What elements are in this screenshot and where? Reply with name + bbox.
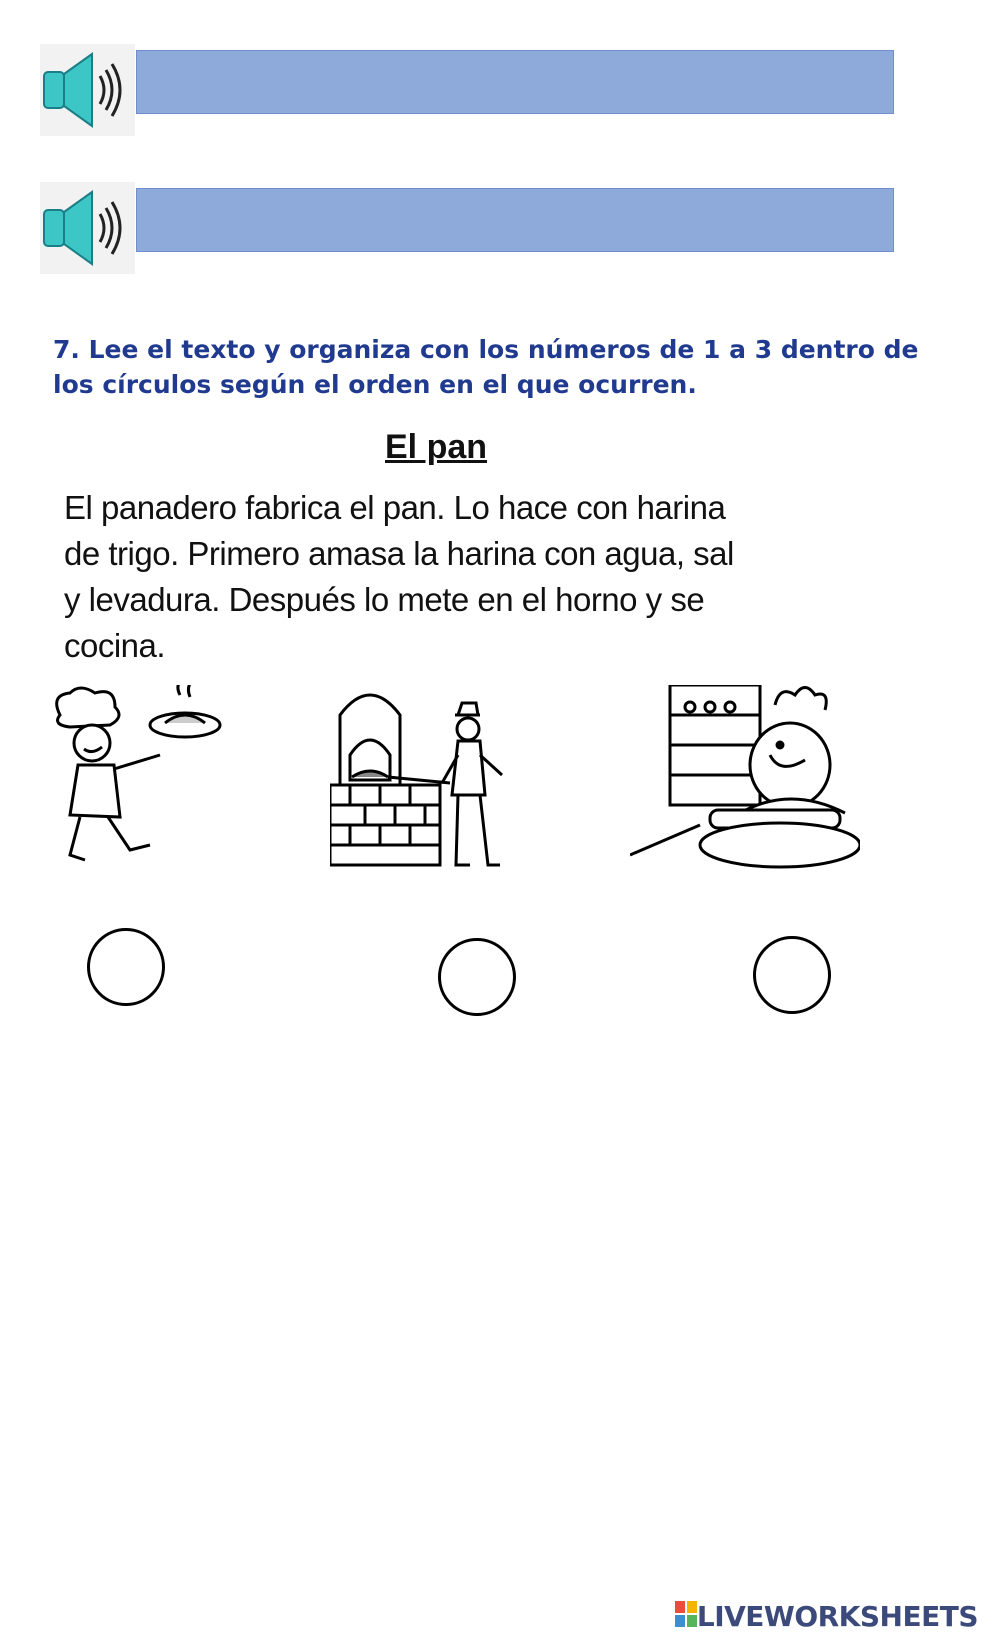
story-line: cocina. — [64, 627, 166, 664]
answer-box-1[interactable] — [136, 50, 894, 114]
story-text — [64, 485, 824, 669]
liveworksheets-logo-icon — [675, 1601, 697, 1632]
answer-box-2[interactable] — [136, 188, 894, 252]
order-circle-2[interactable] — [438, 938, 516, 1016]
order-circle-1[interactable] — [87, 928, 165, 1006]
story-line: de trigo. Primero amasa la harina con agua, sal — [64, 535, 734, 572]
brand-name: LIVEWORKSHEETS — [696, 1600, 978, 1633]
instruction-text: 7. Lee el texto y organiza con los números de 1 a 3 dentro de los círculos según el orden en el que ocurren. — [53, 335, 919, 399]
baker-with-bread-illustration — [40, 685, 270, 895]
story-line: y levadura. Después lo mete en el horno y se — [64, 581, 705, 618]
story-title: El pan — [385, 428, 488, 466]
speaker-icon[interactable] — [40, 182, 135, 274]
audio-row-1 — [40, 44, 900, 134]
order-circle-3[interactable] — [753, 936, 831, 1014]
baker-kneading-illustration — [630, 685, 860, 895]
speaker-icon[interactable] — [40, 44, 135, 136]
audio-row-2 — [40, 182, 900, 272]
footer-brand[interactable] — [675, 1600, 978, 1633]
story-line: El panadero fabrica el pan. Lo hace con harina — [64, 489, 726, 526]
baker-oven-illustration — [330, 685, 560, 895]
